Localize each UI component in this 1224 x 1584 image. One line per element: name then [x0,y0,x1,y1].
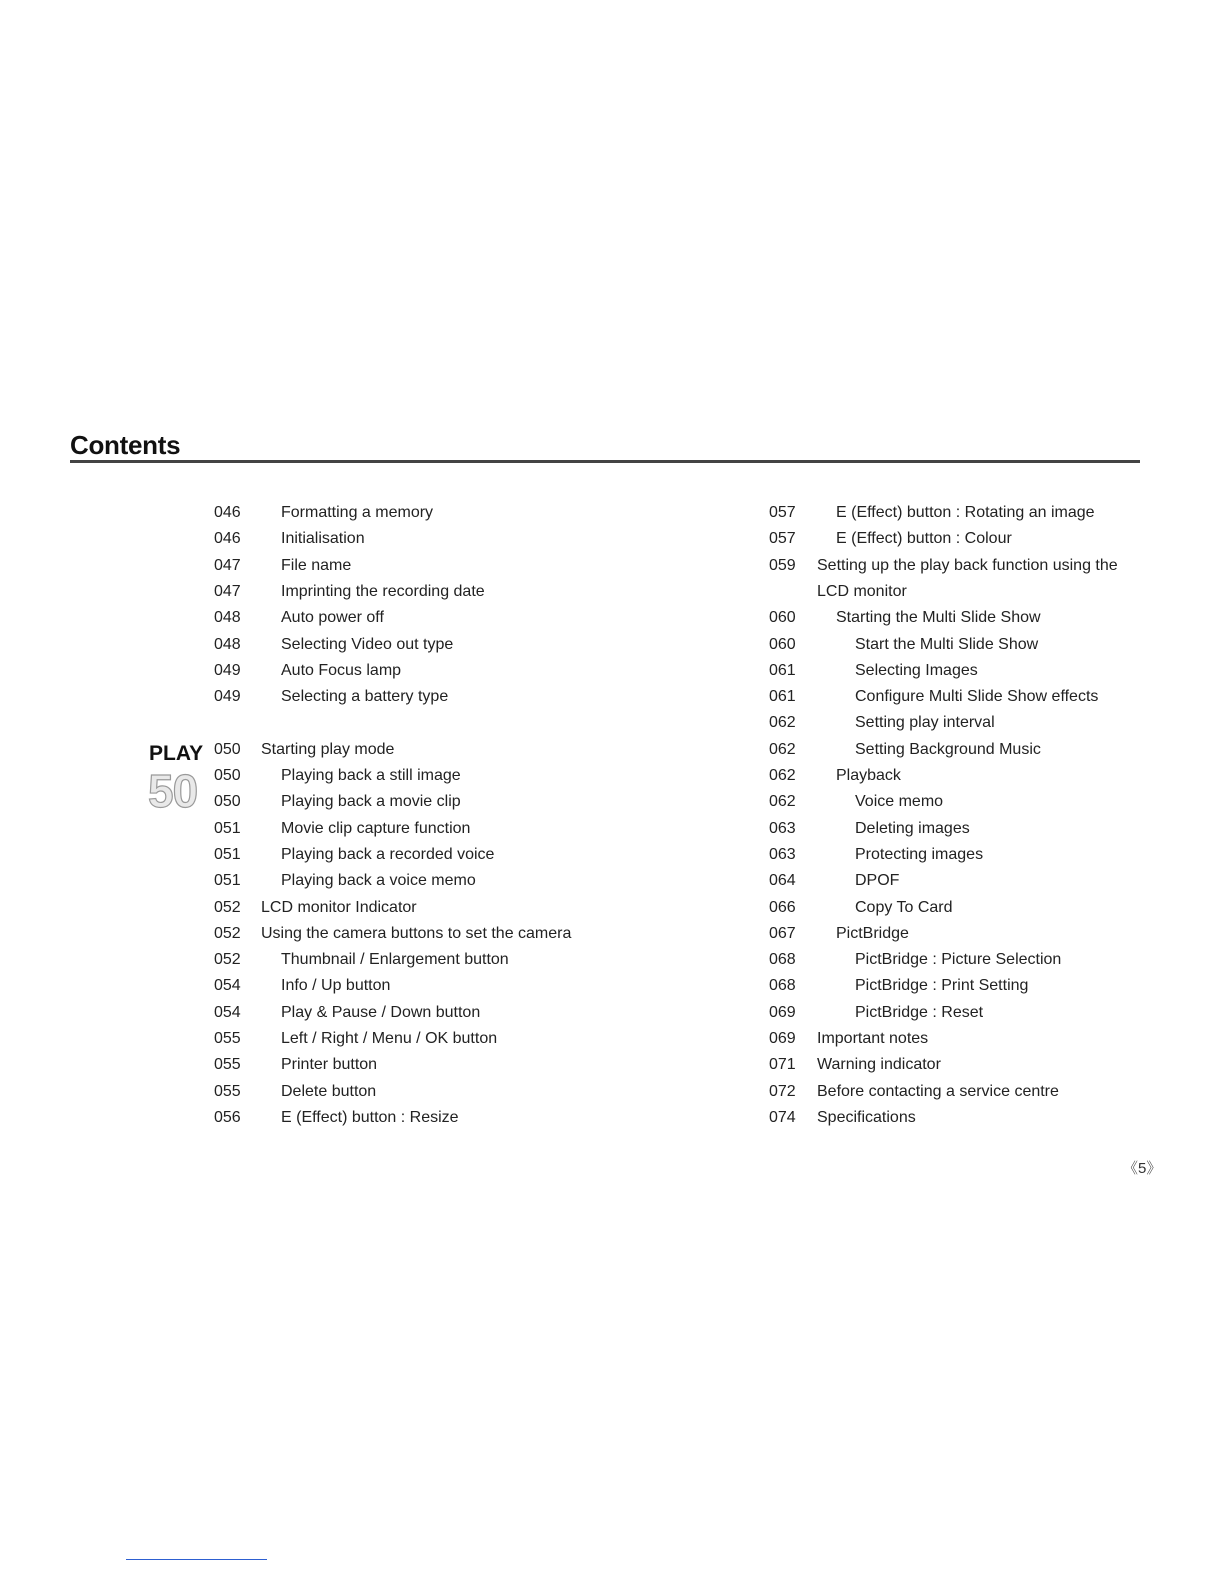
toc-page-number: 068 [769,977,796,995]
page-number: 《5》 [1123,1160,1162,1177]
page-title: Contents [70,430,181,460]
toc-page-number: 067 [769,924,796,942]
toc-entry-title: Configure Multi Slide Show effects [855,688,1099,706]
toc-page-number: 054 [214,977,241,995]
toc-page-number: 062 [769,793,796,811]
toc-page-number: 047 [214,556,241,574]
toc-page-number: 061 [769,661,796,679]
toc-page-number: 069 [769,1003,796,1021]
toc-page-number: 060 [769,635,796,653]
toc-entry-title: Specifications [817,1108,916,1126]
toc-page-number: 057 [769,504,796,521]
toc-entry-title: Thumbnail / Enlargement button [281,951,509,969]
toc-page-number: 057 [769,530,796,548]
toc-page-number: 055 [214,1082,241,1100]
toc-entry-title: Play & Pause / Down button [281,1003,481,1021]
toc-entry-title: Imprinting the recording date [281,582,485,600]
toc-entry-title: E (Effect) button : Colour [836,530,1012,548]
toc-entry-title: Selecting Video out type [281,635,454,653]
toc-page-number: 074 [769,1108,796,1126]
toc-entry-title: Before contacting a service centre [817,1082,1059,1100]
title-underline [70,460,1140,463]
toc-entry-title: Warning indicator [817,1056,941,1074]
toc-page-number: 071 [769,1056,796,1074]
toc-page-number: 050 [214,740,241,758]
toc-entry-title: Protecting images [855,845,984,863]
toc-entry-title: Playing back a movie clip [281,793,461,811]
toc-entry-title: Deleting images [855,819,970,837]
toc-page-number: 047 [214,582,241,600]
toc-entry-title: Setting up the play back function using the [817,556,1118,574]
toc-page-number: 066 [769,898,796,916]
toc-page-number: 055 [214,1056,241,1074]
bottom-link-underline [126,1559,267,1560]
section-number: 50 [148,765,198,817]
toc-page-number: 051 [214,819,241,837]
toc-entry-title: Playback [836,767,901,784]
toc-page-number: 052 [214,924,241,942]
toc-entry-title: PictBridge : Print Setting [855,977,1029,995]
toc-entry-title: Copy To Card [855,898,953,916]
toc-page-number: 062 [769,714,796,732]
toc-entry-title: Auto Focus lamp [281,661,402,679]
toc-page-number: 055 [214,1030,241,1047]
toc-entry-title: Start the Multi Slide Show [855,635,1039,653]
toc-page-number: 063 [769,819,796,837]
toc-page-number: 052 [214,951,241,969]
toc-page-number: 050 [214,767,241,784]
toc-page-number: 046 [214,530,241,548]
toc-page-number: 049 [214,661,241,679]
toc-entry-title: Left / Right / Menu / OK button [281,1030,498,1047]
toc-page-number: 062 [769,740,796,758]
toc-page-number: 072 [769,1082,796,1100]
toc-entry-title: Starting the Multi Slide Show [836,609,1041,627]
toc-entry-title: Delete button [281,1082,377,1100]
toc-page-number: 056 [214,1108,241,1126]
toc-page-number: 063 [769,845,796,863]
toc-entry-title: Formatting a memory [281,504,434,521]
toc-page-number: 052 [214,898,241,916]
toc-page-number: 050 [214,793,241,811]
toc-entry-title: Playing back a voice memo [281,872,476,890]
toc-entry-title: Printer button [281,1056,378,1074]
toc-page-number: 048 [214,609,241,627]
toc-entry-title: Starting play mode [261,740,395,758]
toc-entry-title: E (Effect) button : Rotating an image [836,504,1095,521]
toc-entry-title: Selecting a battery type [281,688,449,706]
toc-entry-title: Auto power off [281,609,384,627]
toc-entry-title: Playing back a recorded voice [281,845,495,863]
toc-entry-title: Using the camera buttons to set the camera [261,924,572,942]
toc-entry-title: DPOF [855,872,900,890]
toc-page-number: 048 [214,635,241,653]
toc-page-number: 054 [214,1003,241,1021]
toc-page-number: 049 [214,688,241,706]
toc-page-number: 051 [214,845,241,863]
section-label: PLAY [149,742,204,765]
toc-page-number: 061 [769,688,796,706]
toc-entry-title: Info / Up button [281,977,391,995]
toc-entry-title: LCD monitor Indicator [261,898,417,916]
toc-page-number: 060 [769,609,796,627]
toc-page-number: 046 [214,504,241,521]
toc-entry-title: Important notes [817,1030,929,1047]
toc-entry-title: E (Effect) button : Resize [281,1108,459,1126]
toc-page-number: 069 [769,1030,796,1047]
toc-entry-title: Setting play interval [855,714,995,732]
toc-page-number: 059 [769,556,796,574]
toc-entry-title: PictBridge [836,924,909,942]
toc-entry-title: Setting Background Music [855,740,1041,758]
toc-entry-title: PictBridge : Reset [855,1003,984,1021]
toc-entry-title: Voice memo [855,793,944,811]
toc-page-number: 064 [769,872,796,890]
toc-page-number: 051 [214,872,241,890]
toc-entry-title: Initialisation [281,530,365,548]
toc-entry-title: File name [281,556,352,574]
toc-entry-title: Playing back a still image [281,767,461,784]
toc-entry-title: PictBridge : Picture Selection [855,951,1062,969]
toc-entry-title: Movie clip capture function [281,819,471,837]
toc-page-number: 068 [769,951,796,969]
toc-page-number: 062 [769,767,796,784]
toc-entry-title: LCD monitor [817,582,907,600]
toc-entry-title: Selecting Images [855,661,978,679]
